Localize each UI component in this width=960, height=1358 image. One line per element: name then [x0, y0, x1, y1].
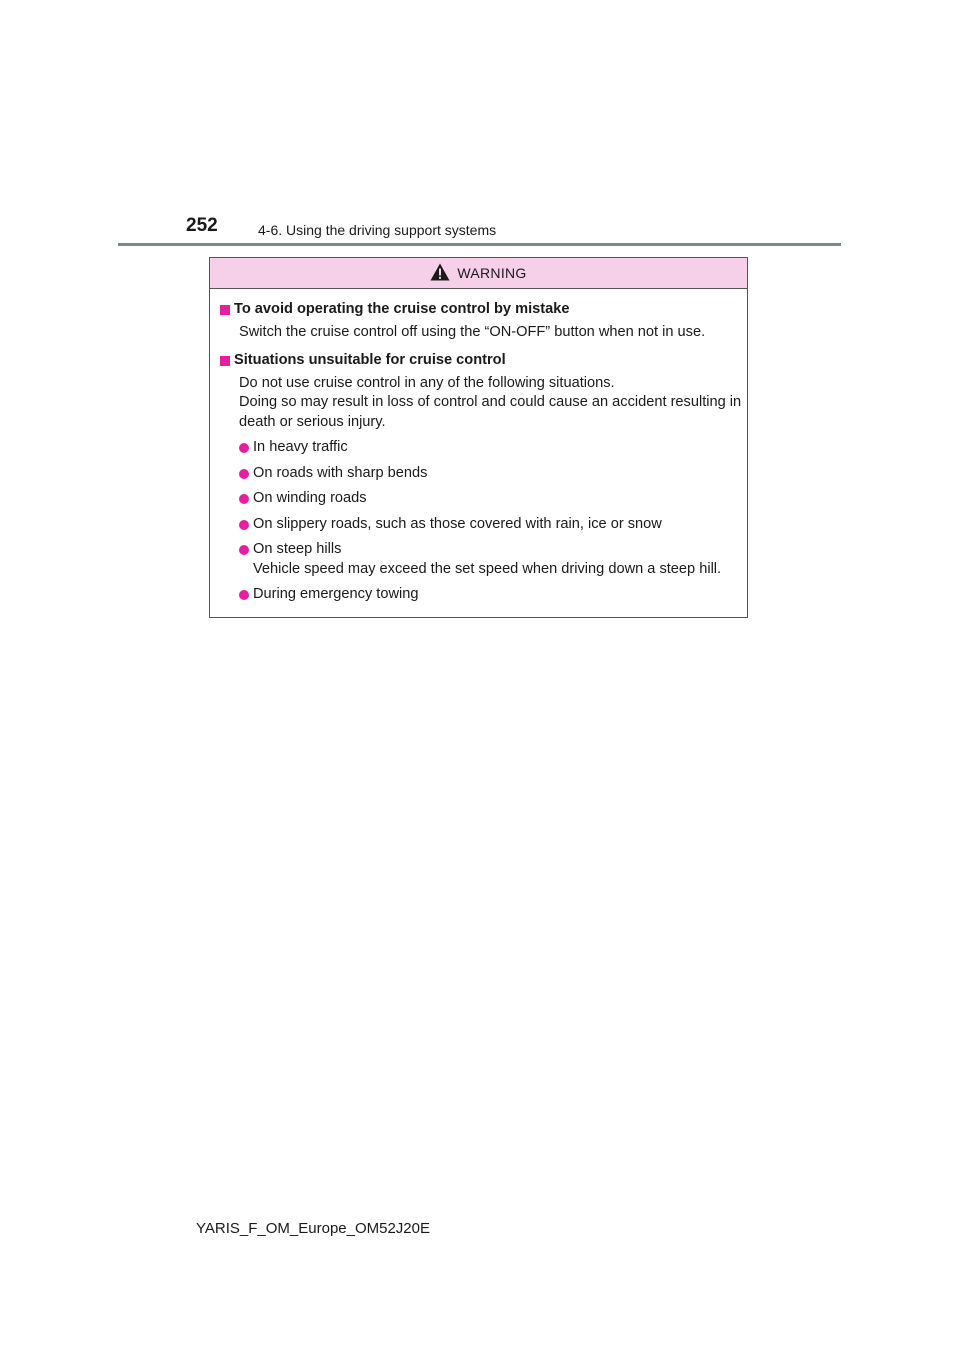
- list-item-text: On steep hills: [253, 541, 342, 557]
- list-item-note: Vehicle speed may exceed the set speed when driving down a steep hill.: [253, 560, 722, 577]
- warning-box: [209, 257, 748, 618]
- round-bullet-icon: [239, 590, 249, 600]
- list-item-content: [253, 540, 721, 579]
- page-number: 252: [186, 215, 218, 236]
- list-item-text: In heavy traffic: [253, 439, 348, 455]
- list-item: [220, 489, 747, 509]
- document-code: YARIS_F_OM_Europe_OM52J20E: [196, 1220, 431, 1237]
- list-item-text: On roads with sharp bends: [253, 464, 428, 481]
- list-item-text: During emergency towing: [253, 586, 419, 602]
- round-bullet-icon: [239, 520, 249, 530]
- list-item: [220, 515, 747, 535]
- list-item: [220, 438, 747, 458]
- list-item: [220, 585, 747, 605]
- round-bullet-icon: [239, 443, 249, 453]
- list-item-text: On slippery roads, such as those covered with rain, ice or snow: [253, 515, 662, 532]
- warning-body: [210, 289, 747, 605]
- paragraph: Switch the cruise control off using the “ON-OFF” button when not in use.: [239, 323, 706, 340]
- warning-label: WARNING: [457, 265, 527, 281]
- list-item: [220, 540, 747, 579]
- list-item-text: On winding roads: [253, 490, 367, 506]
- heading-text: To avoid operating the cruise control by mistake: [234, 301, 570, 317]
- warning-triangle-icon: [430, 263, 450, 281]
- paragraph: Do not use cruise control in any of the following situations.: [239, 374, 615, 391]
- warning-heading: [220, 351, 747, 371]
- warning-header: [210, 258, 747, 289]
- round-bullet-icon: [239, 469, 249, 479]
- square-bullet-icon: [220, 305, 230, 315]
- warning-heading: [220, 300, 747, 320]
- paragraph: Doing so may result in loss of control and could cause an accident resulting in death or serious injury.: [239, 394, 742, 430]
- list-item: [220, 464, 747, 484]
- section-title: 4-6. Using the driving support systems: [258, 222, 497, 238]
- round-bullet-icon: [239, 494, 249, 504]
- square-bullet-icon: [220, 356, 230, 366]
- round-bullet-icon: [239, 545, 249, 555]
- heading-text: Situations unsuitable for cruise control: [234, 352, 506, 368]
- header-divider: [118, 243, 841, 246]
